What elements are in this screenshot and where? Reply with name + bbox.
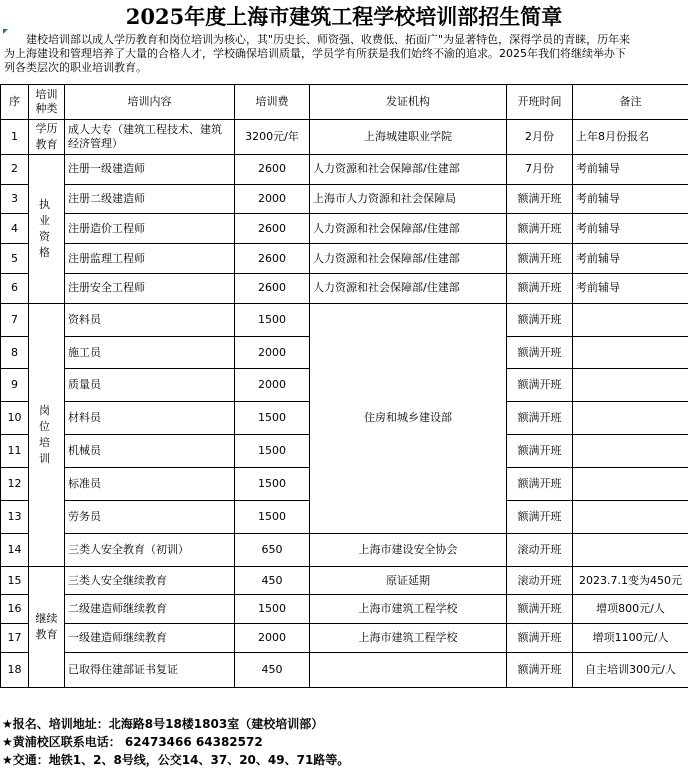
start-time: 额满开班 [507,273,573,303]
course-content: 资料员 [65,303,235,336]
course-content: 劳务员 [65,500,235,533]
issuing-authority: 上海城建职业学院 [310,119,507,154]
course-content: 成人大专（建筑工程技术、建筑经济管理） [65,119,235,154]
remark [573,500,688,533]
remark [573,468,688,501]
course-content: 三类人安全教育（初训） [65,533,235,566]
row-number: 17 [1,624,29,653]
header-cell: 培训费 [235,85,310,120]
course-fee: 2600 [235,154,310,184]
issuing-authority: 上海市建设安全协会 [310,533,507,566]
start-time: 额满开班 [507,652,573,687]
remark: 2023.7.1变为450元 [573,566,688,595]
course-fee: 2600 [235,273,310,303]
start-time: 额满开班 [507,244,573,274]
issuing-authority: 人力资源和社会保障部/住建部 [310,244,507,274]
row-number: 2 [1,154,29,184]
category-practice: 执业资格 [29,154,65,303]
issuing-authority: 上海市人力资源和社会保障局 [310,184,507,214]
issuing-authority: 人力资源和社会保障部/住建部 [310,273,507,303]
header-cell: 开班时间 [507,85,573,120]
table-row [1,303,688,336]
start-time: 额满开班 [507,369,573,402]
course-fee: 1500 [235,402,310,435]
course-content: 一级建造师继续教育 [65,624,235,653]
intro-line: 建校培训部以成人学历教育和岗位培训为核心，其"历史长、师资强、收费低、拓面广"为显著特色，深得学员的青睐，历年来 [4,33,686,47]
issuing-authority: 人力资源和社会保障部/住建部 [310,154,507,184]
row-number: 7 [1,303,29,336]
row-number: 6 [1,273,29,303]
remark [573,303,688,336]
header-cell: 培训内容 [65,85,235,120]
start-time: 额满开班 [507,402,573,435]
start-time: 额满开班 [507,435,573,468]
course-fee: 2000 [235,624,310,653]
course-fee: 1500 [235,468,310,501]
course-fee: 2000 [235,184,310,214]
course-fee: 2000 [235,369,310,402]
table-row [1,214,688,244]
row-number: 4 [1,214,29,244]
start-time: 滚动开班 [507,566,573,595]
row-number: 18 [1,652,29,687]
table-row [1,595,688,624]
issuing-authority [310,652,507,687]
row-number: 3 [1,184,29,214]
course-content: 标准员 [65,468,235,501]
issuing-authority: 原证延期 [310,566,507,595]
course-fee: 1500 [235,595,310,624]
table-row [1,119,688,154]
start-time: 滚动开班 [507,533,573,566]
row-number: 5 [1,244,29,274]
row-number: 16 [1,595,29,624]
remark [573,533,688,566]
remark: 考前辅导 [573,184,688,214]
issuing-authority: 人力资源和社会保障部/住建部 [310,214,507,244]
remark [573,369,688,402]
row-number: 1 [1,119,29,154]
course-fee: 2600 [235,214,310,244]
start-time: 额满开班 [507,468,573,501]
table-row [1,566,688,595]
table-row [1,533,688,566]
table-row [1,184,688,214]
registration-address: ★报名、培训地址：北海路8号18楼1803室（建校培训部） [2,715,349,733]
start-time: 额满开班 [507,500,573,533]
course-content: 三类人安全继续教育 [65,566,235,595]
contact-phone: ★黄浦校区联系电话： 62473466 64382572 [2,733,349,751]
course-fee: 3200元/年 [235,119,310,154]
transport-info: ★交通：地铁1、2、8号线，公交14、37、20、49、71路等。 [2,751,349,769]
intro-line: 列各类层次的职业培训教育。 [4,61,686,75]
course-content: 二级建造师继续教育 [65,595,235,624]
header-cell: 发证机构 [310,85,507,120]
course-content: 注册监理工程师 [65,244,235,274]
category-academic: 学历教育 [29,119,65,154]
table-row [1,273,688,303]
row-number: 8 [1,336,29,369]
category-continuing: 继续教育 [29,566,65,687]
course-fee: 1500 [235,500,310,533]
remark [573,336,688,369]
intro-line: 为上海建设和管理培养了大量的合格人才，学校确保培训质量，学员学有所获是我们始终不渝的追求。2025年我们将继续举办下 [4,47,686,61]
remark: 上年8月份报名 [573,119,688,154]
start-time: 额满开班 [507,184,573,214]
row-number: 15 [1,566,29,595]
start-time: 额满开班 [507,595,573,624]
course-content: 质量员 [65,369,235,402]
row-number: 14 [1,533,29,566]
course-fee: 2000 [235,336,310,369]
issuing-authority: 上海市建筑工程学校 [310,595,507,624]
intro-paragraph [4,33,686,75]
course-fee: 450 [235,566,310,595]
start-time: 额满开班 [507,214,573,244]
row-number: 13 [1,500,29,533]
start-time: 2月份 [507,119,573,154]
table-header-row [1,85,688,120]
row-number: 12 [1,468,29,501]
course-content: 施工员 [65,336,235,369]
table-row [1,624,688,653]
row-number: 11 [1,435,29,468]
course-fee: 1500 [235,435,310,468]
remark: 增项1100元/人 [573,624,688,653]
header-cell: 序 [1,85,29,120]
remark: 考前辅导 [573,273,688,303]
row-number: 10 [1,402,29,435]
start-time: 7月份 [507,154,573,184]
contact-footer [2,715,349,769]
header-cell: 培训种类 [29,85,65,120]
issuing-authority-merged: 住房和城乡建设部 [310,303,507,533]
category-post: 岗位培训 [29,303,65,566]
course-fee: 450 [235,652,310,687]
table-row [1,244,688,274]
table-row [1,652,688,687]
page-title: 2025年度上海市建筑工程学校培训部招生简章 [0,3,688,31]
course-fee: 1500 [235,303,310,336]
table-row [1,154,688,184]
course-content: 注册二级建造师 [65,184,235,214]
remark: 考前辅导 [573,244,688,274]
start-time: 额满开班 [507,624,573,653]
course-content: 注册安全工程师 [65,273,235,303]
course-content: 注册一级建造师 [65,154,235,184]
start-time: 额满开班 [507,336,573,369]
remark: 自主培训300元/人 [573,652,688,687]
course-content: 材料员 [65,402,235,435]
remark [573,402,688,435]
course-content: 已取得住建部证书复证 [65,652,235,687]
header-cell: 备注 [573,85,688,120]
course-fee: 650 [235,533,310,566]
course-content: 机械员 [65,435,235,468]
remark: 考前辅导 [573,154,688,184]
remark: 考前辅导 [573,214,688,244]
issuing-authority: 上海市建筑工程学校 [310,624,507,653]
course-content: 注册造价工程师 [65,214,235,244]
row-number: 9 [1,369,29,402]
remark [573,435,688,468]
remark: 增项800元/人 [573,595,688,624]
enrollment-table [0,84,688,688]
course-fee: 2600 [235,244,310,274]
start-time: 额满开班 [507,303,573,336]
